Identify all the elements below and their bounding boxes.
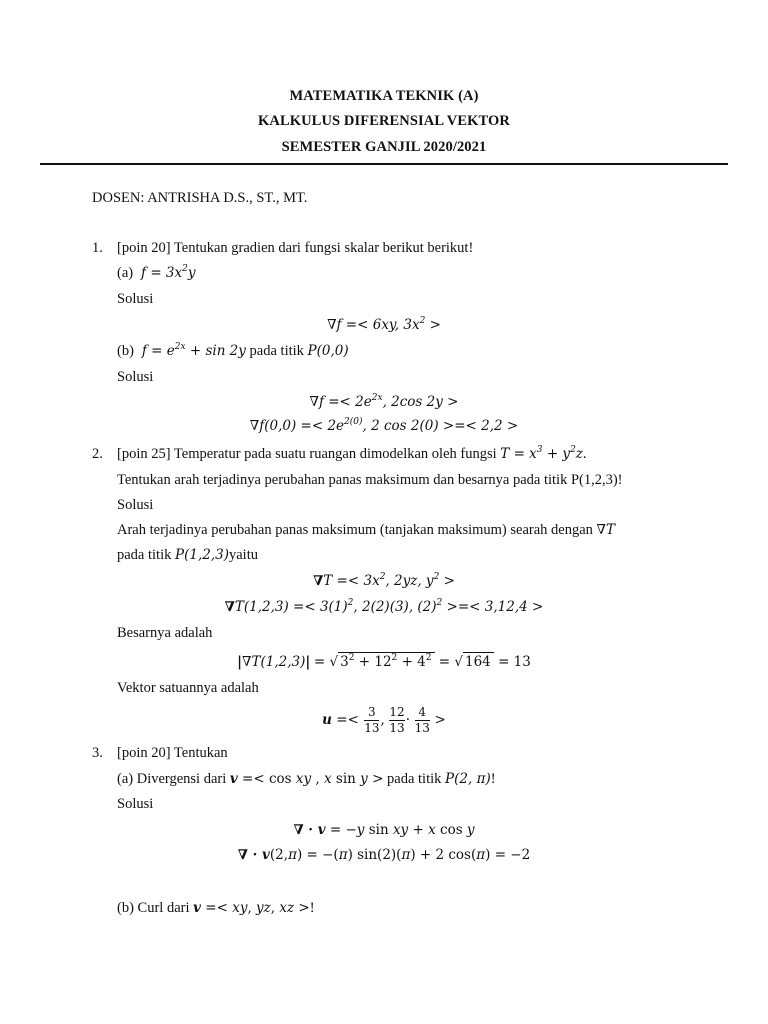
q2-gradient-at-point: $\nabla T(1,2,3) =< 3(1)^2$, 2(2)(3), $(2)^2$ >=< 3,12,4 > [224, 598, 544, 615]
semester-title: SEMESTER GANJIL 2020/2021 [281, 139, 487, 155]
q2-line2: Tentukan arah terjadinya perubahan panas maksimum dan besarnya pada titik P(1,2,3)! [117, 472, 623, 488]
header-rule [40, 163, 728, 165]
q2-point-text [117, 547, 258, 564]
q2-magnitude: |∇T(1,2,3)| = √ $3^2 + 12^2 + 4^2$ = √ 164 = 13 [237, 653, 531, 670]
q3b-label: (b) [117, 900, 134, 916]
q3-number: 3. [92, 745, 103, 761]
q2-prompt: [poin 25] Temperatur pada suatu ruangan dimodelkan oleh fungsi [117, 446, 497, 462]
q2-unit-vector-label: Vektor satuannya adalah [117, 680, 259, 696]
q2-unit-vector: u =< $\frac{3}{13}$ , $\frac{12}{13}$ · $\frac{4}{13}$ > [322, 705, 446, 735]
q3a-vector: v [229, 771, 238, 787]
q2-solution-label: Solusi [117, 497, 154, 513]
q2-point: P(1,2,3) [175, 547, 229, 563]
q3a-solution-label: Solusi [117, 796, 154, 812]
q1-prompt: [poin 20] Tentukan gradien dari fungsi skalar berikut berikut! [117, 240, 474, 256]
q2-gradient: $\nabla T =< 3x^2$, 2yz, $y^2$ > [313, 572, 455, 589]
q3a-divergence-at-point: ∇ · v(2,π) = −(π) sin(2)(π) + 2 cos(π) = −2 [237, 847, 531, 863]
q3b-vector: v [193, 900, 201, 916]
q3-prompt: [poin 20] Tentukan [117, 745, 228, 761]
q3b-line: (b) Curl dari v =< xy, yz, xz >! [117, 900, 315, 916]
lecturer-line: DOSEN: ANTRISHA D.S., ST., MT. [92, 190, 308, 206]
q1a-formula: $f = 3x^2y$ [136, 264, 196, 281]
q3b-text: Curl dari [137, 900, 190, 916]
q1a-answer: ∇f =< 6xy, $3x^2$ > [327, 316, 441, 333]
course-title: MATEMATIKA TEKNIK (A) [289, 88, 479, 104]
q1-number: 1. [92, 240, 103, 256]
q2-grad-symbol: ∇T [596, 522, 615, 538]
q1b-label: (b) [117, 343, 134, 359]
q3a-line: (a) Divergensi dari v =< cos xy , x sin y > pada titik P(2, π)! [117, 771, 496, 787]
q1b-point: P(0,0) [307, 343, 349, 359]
q1b-text: pada titik [249, 343, 304, 359]
q2-function: $T = x^3 + y^2z$ [500, 445, 583, 462]
topic-title: KALKULUS DIFERENSIAL VEKTOR [258, 113, 510, 129]
q2-yaitu: yaitu [228, 547, 258, 563]
q1b-solution-label: Solusi [117, 369, 154, 385]
q2-line1: [poin 25] Temperatur pada suatu ruangan dimodelkan oleh fungsi $T = x^3 + y^2z$. [117, 445, 587, 462]
q1b-answer-2: $\nabla f(0,0) =< 2e^{2(0)}$, 2 cos 2(0) >=< 2,2 > [249, 417, 519, 434]
q1b-formula: $f = e^{2x} + \sin 2y$ [137, 342, 246, 359]
q1a-label: (a) [117, 265, 134, 281]
q1b-answer-1: $\nabla f =< 2e^{2x}$, 2cos 2y > [309, 393, 459, 410]
q2-number: 2. [92, 446, 103, 462]
q3a-point: P(2, π) [445, 771, 491, 787]
q2-magnitude-label: Besarnya adalah [117, 625, 213, 641]
q1a-line [117, 265, 196, 282]
q2-pada-titik: pada titik [117, 547, 172, 563]
q2-direction-sentence: Arah terjadinya perubahan panas maksimum (tanjakan maksimum) searah dengan [117, 522, 593, 538]
q3a-label: (a) [117, 771, 134, 787]
q3a-text2: pada titik [387, 771, 442, 787]
q1a-solution-label: Solusi [117, 291, 154, 307]
q3a-divergence: ∇ · v = −y sin xy + x cos y [293, 822, 475, 838]
q3a-text: Divergensi dari [136, 771, 227, 787]
q2-direction-text [117, 522, 615, 539]
q1b-line [117, 343, 349, 360]
